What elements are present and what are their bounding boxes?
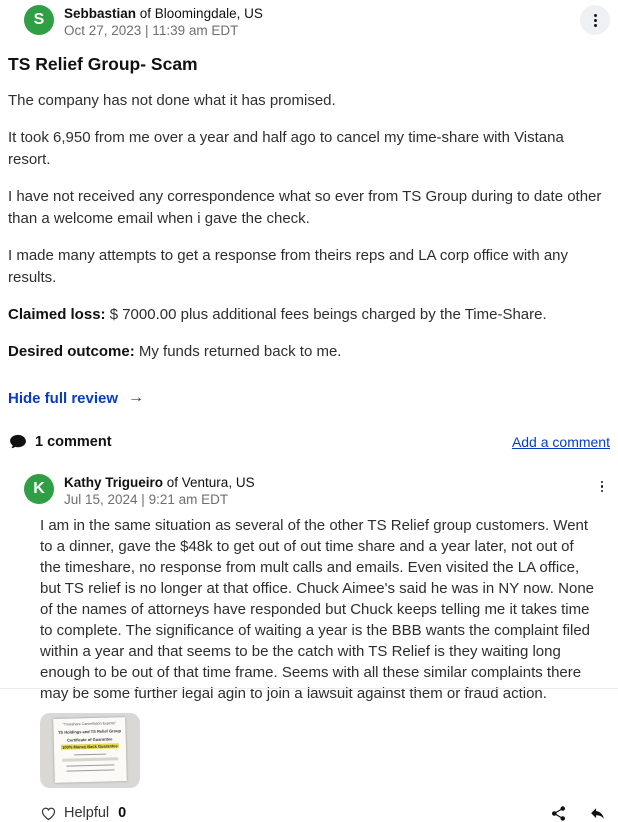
review-paragraph: It took 6,950 from me over a year and half ago to cancel my time-share with Vistana resort. xyxy=(8,129,564,168)
certificate-signature-line xyxy=(66,764,114,766)
hide-full-review-label: Hide full review xyxy=(8,389,119,407)
certificate-image xyxy=(53,717,127,783)
claimed-loss-value: $ 7000.00 plus additional fees beings charged by the Time-Share. xyxy=(109,306,547,323)
claimed-loss-label: Claimed loss: xyxy=(8,306,110,323)
comments-bar xyxy=(8,432,610,452)
claimed-loss xyxy=(8,304,608,326)
comment-bubble-icon xyxy=(8,432,28,452)
desired-outcome xyxy=(8,341,608,363)
comment-actions-row xyxy=(40,805,610,822)
helpful-button[interactable] xyxy=(40,805,126,822)
review-paragraph: I have not received any correspondence what so ever from TS Group during to date other than a welcome email when i gave the check. xyxy=(8,188,602,227)
review-date: Oct 27, 2023 | 11:39 am EDT xyxy=(64,23,239,38)
certificate-signature-line xyxy=(67,769,115,771)
hide-full-review-link[interactable] xyxy=(8,389,144,407)
heart-icon xyxy=(40,805,57,822)
desired-outcome-value: My funds returned back to me. xyxy=(138,343,342,360)
comment-author-meta xyxy=(64,474,255,508)
review-body xyxy=(8,90,610,363)
reply-icon[interactable] xyxy=(589,805,606,822)
arrow-right-icon: → xyxy=(128,389,145,406)
review-paragraph: The company has not done what it has promised. xyxy=(8,92,336,109)
bottom-divider xyxy=(0,688,618,689)
comment-action-icons xyxy=(550,805,610,822)
comment-date: Jul 15, 2024 | 9:21 am EDT xyxy=(64,491,229,507)
avatar: S xyxy=(24,5,54,35)
comment-body: I am in the same situation as several of the other TS Relief group customers. Went to a dinner, gave the $48k to get out of out time share and a year later, not out of the timeshare, no response from mult calls and emails. Even visited the LA office, but TS relief is no longer at that office. Chuck Aimee's said he was in NY now. None of the names of attorneys have responded but Chuck keeps telling me it takes time to complete. The significance of waiting a year is the BBB wants the complaint filed within a year and that seems to be the catch with TS Relief is they waiting long enough to be out of that time frame. Seems with all these similar complaints there may be some further legal agin to join a lawsuit against them or fraud action. xyxy=(40,516,595,702)
certificate-quote-line: "Timeshare Cancellation Experts" xyxy=(62,720,117,727)
attachment-thumbnail[interactable] xyxy=(40,713,140,788)
review-paragraph: I made many attempts to get a response from theirs reps and LA corp office with any results. xyxy=(8,247,569,286)
helpful-label: Helpful xyxy=(64,805,110,821)
share-icon[interactable] xyxy=(550,805,567,822)
comment-header xyxy=(8,474,610,508)
author-line xyxy=(64,5,263,22)
certificate-guarantee-line: 100% Money Back Guarantee xyxy=(62,743,118,750)
comment xyxy=(8,474,610,822)
helpful-count: 0 xyxy=(118,805,127,821)
desired-outcome-label: Desired outcome: xyxy=(8,343,139,360)
certificate-title-line: Certificate of Guarantee xyxy=(66,736,113,743)
author-name: Sebbastian xyxy=(64,6,137,21)
certificate-org-line: TS Holdings and TS Relief Group xyxy=(58,728,122,735)
comment-author-line xyxy=(64,474,255,491)
review-title: TS Relief Group- Scam xyxy=(8,54,198,74)
kebab-menu-icon[interactable] xyxy=(580,5,610,35)
comment-author-location: of Ventura, US xyxy=(163,474,255,490)
review-header xyxy=(8,0,610,39)
comments-count: 1 comment xyxy=(35,433,112,450)
comment-avatar: K xyxy=(24,474,54,504)
comment-kebab-menu-icon[interactable] xyxy=(594,478,610,496)
author-location: of Bloomingdale, US xyxy=(136,6,263,21)
comment-author-name: Kathy Trigueiro xyxy=(64,474,164,490)
certificate-signature-line xyxy=(74,754,106,756)
add-comment-link[interactable]: Add a comment xyxy=(511,433,610,450)
review-author-meta xyxy=(64,5,263,39)
certificate-paragraph xyxy=(62,757,118,761)
